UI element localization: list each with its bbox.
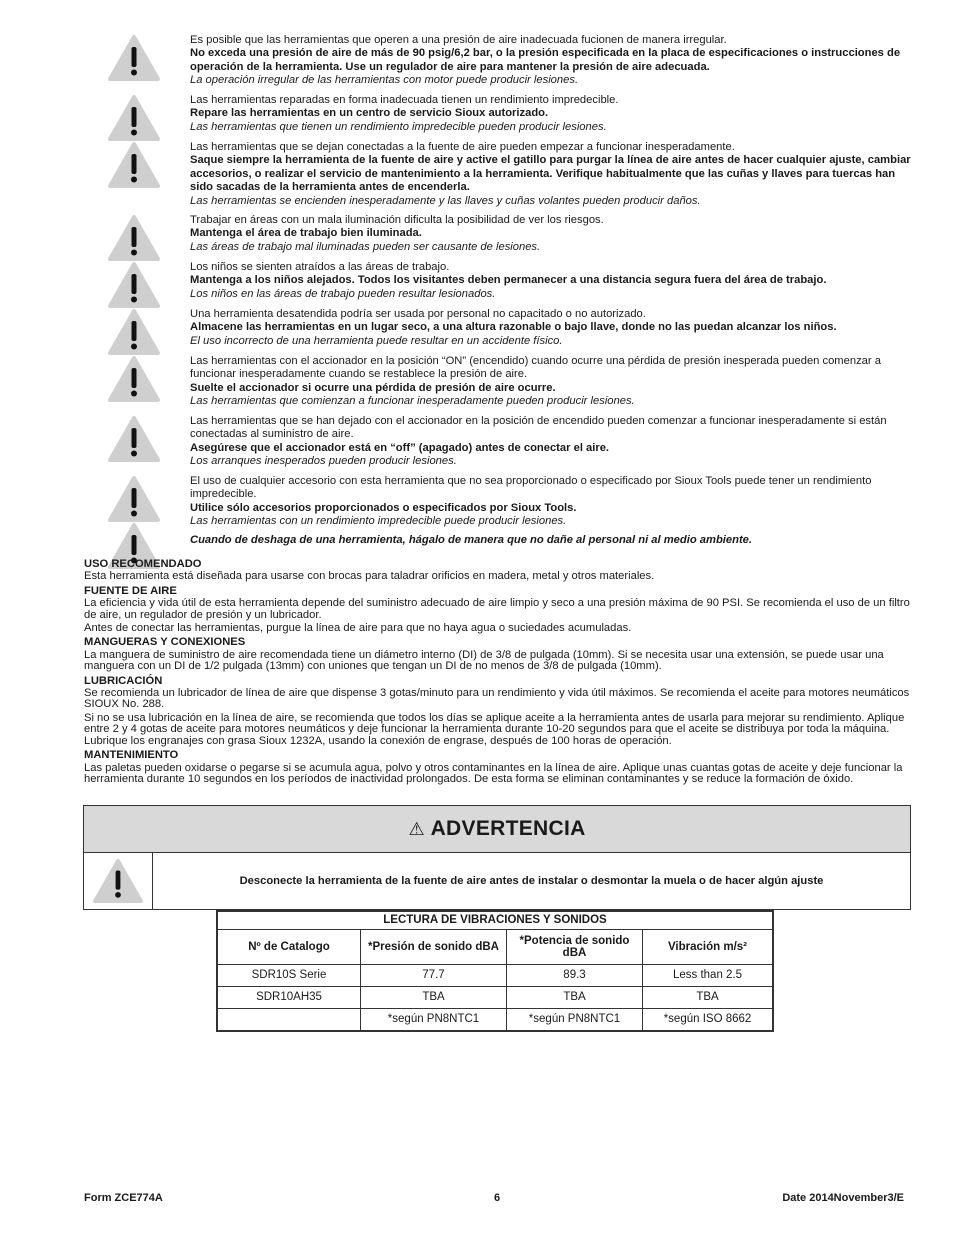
warning-hazard-text: Las herramientas que se han dejado con el accionador en la posición de encendido pueden comenzar a funcionar inesperadamente si están conectadas al suministro de aire. — [190, 415, 887, 441]
form-number: Form ZCE774A — [84, 1192, 163, 1204]
warning-triangle-icon — [106, 475, 162, 523]
warning-consequence-text: El uso incorrecto de una herramienta puede resultar en un accidente físico. — [190, 334, 563, 347]
table-row — [217, 986, 773, 1008]
advertencia-title: ADVERTENCIA — [430, 817, 586, 840]
warning-consequence-text: Las herramientas que tienen un rendimiento impredecible pueden producir lesiones. — [190, 120, 607, 133]
warning-instruction-text: Almacene las herramientas en un lugar seco, a una altura razonable o bajo llave, donde no las puedan alcanzar los niños. — [190, 321, 837, 334]
vibration-sound-table — [216, 910, 774, 1032]
section-paragraph: Si no se usa lubricación en la línea de aire, se recomienda que todos los días se aplique aceite a la herramienta antes de usarla para mejorar su rendimiento. Aplique entre 2 y 4 gotas de aceite para motores neumáticos y deje funcionar la herramienta durante 10-20 segundos para que el aceite se distribuya por toda la máquina. Lubrique los engranajes con grasa Sioux 1232A, usando la conexión de engrase, después de 100 horas de operación. — [84, 711, 905, 747]
warning-item — [106, 261, 916, 308]
warning-instruction-text: Suelte el accionador si ocurre una pérdida de presión de aire ocurre. — [190, 381, 556, 394]
warning-consequence-text: Las herramientas se encienden inesperadamente y las llaves y cuñas volantes pueden producir daños. — [190, 194, 701, 207]
warning-triangle-icon — [106, 34, 162, 82]
table-row — [217, 1008, 773, 1031]
warning-item — [106, 415, 916, 475]
section-heading-fuente: FUENTE DE AIRE — [84, 584, 177, 597]
table-cell: Less than 2.5 — [643, 964, 774, 986]
advertencia-message: Desconecte la herramienta de la fuente de aire antes de instalar o desmontar la muela o de hacer algún ajuste — [239, 875, 824, 887]
section-heading-mantenimiento: MANTENIMIENTO — [84, 749, 179, 762]
warning-triangle-icon — [106, 214, 162, 262]
column-header: *Presión de sonido dBA — [361, 929, 507, 964]
warning-hazard-text: Las herramientas con el accionador en la posición “ON” (encendido) cuando ocurre una pérdida de presión inesperada pueden comenzar a funcionar inesperadamente cuando se restablece la presión de aire. — [190, 355, 881, 381]
table-cell: *según PN8NTC1 — [507, 1008, 643, 1031]
section-heading-uso: USO RECOMENDADO — [84, 558, 202, 570]
table-header-row — [217, 929, 773, 964]
warning-hazard-text: Los niños se sienten atraídos a las áreas de trabajo. — [190, 261, 450, 273]
warning-triangle-icon — [106, 261, 162, 309]
warning-triangle-icon — [106, 415, 162, 463]
section-heading-mangueras: MANGUERAS Y CONEXIONES — [84, 636, 246, 649]
warning-consequence-text: Los arranques inesperados pueden producir lesiones. — [190, 455, 457, 468]
advertencia-header — [84, 806, 910, 853]
warning-item — [106, 475, 916, 528]
warning-consequence-text: La operación irregular de las herramientas con motor puede producir lesiones. — [190, 74, 579, 87]
table-cell: *según ISO 8662 — [643, 1008, 774, 1031]
section-heading-lubricacion: LUBRICACIÓN — [84, 674, 163, 687]
warning-triangle-icon — [106, 94, 162, 142]
table-cell: 77.7 — [361, 964, 507, 986]
table-cell: 89.3 — [507, 964, 643, 986]
section-paragraph: La eficiencia y vida útil de esta herramienta depende del suministro adecuado de aire limpio y seco a una presión máxima de 90 PSI. Se recomienda el uso de un filtro de aire, un regulador de presión y un lubricador. — [84, 597, 910, 621]
warning-item — [106, 94, 916, 141]
warning-hazard-text: Trabajar en áreas con un mala iluminación dificulta la posibilidad de ver los riesgos. — [190, 214, 604, 226]
warning-instruction-text: No exceda una presión de aire de más de 90 psig/6,2 bar, o la presión especificada en la placa de especificaciones o instrucciones de operación de la herramienta. Use un regulador de aire para mantener la presión de aire adecuada. — [190, 47, 901, 73]
section-paragraph: La manguera de suministro de aire recomendada tiene un diámetro interno (DI) de 3/8 de pulgada (10mm). Si se necesita usar una extensión, se puede usar una manguera con un DI de 1/2 pulgada (13mm) con uniones que tengan un DI de no menos de 3/8 de pulgada (10mm). — [84, 648, 884, 673]
warning-triangle-icon — [106, 308, 162, 356]
warning-hazard-text: Las herramientas que se dejan conectadas a la fuente de aire pueden empezar a funcionar inesperadamente. — [190, 141, 735, 153]
instructions-sections — [84, 556, 910, 787]
page-number: 6 — [494, 1192, 501, 1204]
warning-item — [106, 141, 916, 214]
warning-item — [106, 34, 916, 94]
section-paragraph: Esta herramienta está diseñada para usarse con brocas para taladrar orificios en madera, metal y otros materiales. — [84, 570, 655, 583]
warning-instruction-text: Saque siempre la herramienta de la fuente de aire y active el gatillo para purgar la línea de aire antes de hacer cualquier ajuste, cambiar accesorios, o realizar el servicio de mantenimiento a la herramienta. Verifique habitualmente que las cuñas y llaves para tuercas han sido sacadas de la herramienta antes de encenderla. — [190, 154, 911, 194]
table-row — [217, 964, 773, 986]
warning-triangle-icon — [84, 853, 153, 909]
warning-consequence-text: Las áreas de trabajo mal iluminadas pueden ser causante de lesiones. — [190, 240, 541, 253]
advertencia-body — [84, 853, 910, 909]
section-paragraph: Se recomienda un lubricador de línea de aire que dispense 3 gotas/minuto para un rendimiento y vida útil máximos. Se recomienda el aceite para motores neumáticos SIOUX No. 288. — [84, 687, 910, 711]
warning-consequence-text: Las herramientas con un rendimiento impredecible puede producir lesiones. — [190, 515, 567, 528]
table-cell: *según PN8NTC1 — [361, 1008, 507, 1031]
warning-consequence-text: Las herramientas que comienzan a funcionar inesperadamente pueden producir lesiones. — [190, 395, 635, 408]
table-cell: TBA — [643, 986, 774, 1008]
warning-hazard-text: Las herramientas reparadas en forma inadecuada tienen un rendimiento impredecible. — [190, 94, 619, 106]
warning-triangle-icon — [106, 141, 162, 189]
warning-instruction-text: Mantenga a los niños alejados. Todos los visitantes deben permanecer a una distancia segura fuera del área de trabajo. — [190, 274, 827, 287]
warning-hazard-text: Es posible que las herramientas que operen a una presión de aire inadecuada fucionen de manera irregular. — [190, 34, 727, 46]
warning-item — [106, 214, 916, 261]
column-header: Vibración m/s² — [643, 929, 774, 964]
safety-warnings-list — [106, 34, 916, 566]
table-cell: TBA — [361, 986, 507, 1008]
warning-triangle-icon — [106, 355, 162, 403]
warning-instruction-text: Utilice sólo accesorios proporcionados o especificados por Sioux Tools. — [190, 501, 577, 514]
warning-hazard-text: Una herramienta desatendida podría ser usada por personal no capacitado o no autorizado. — [190, 308, 646, 320]
warning-item — [106, 308, 916, 355]
warning-disposal-text: Cuando de deshaga de una herramienta, hágalo de manera que no dañe al personal ni al medio ambiente. — [190, 534, 752, 546]
warning-hazard-text: El uso de cualquier accesorio con esta herramienta que no sea proporcionado o especificado por Sioux Tools puede tener un rendimiento impredecible. — [190, 475, 872, 501]
document-date: Date 2014November3/E — [782, 1192, 904, 1204]
table-cell — [217, 1008, 361, 1031]
warning-symbol-icon: ⚠ — [408, 818, 425, 839]
table-cell: TBA — [507, 986, 643, 1008]
section-paragraph: Antes de conectar las herramientas, purgue la línea de aire para que no haya agua o suciedades acumuladas. — [84, 622, 632, 635]
table-cell: SDR10S Serie — [217, 964, 361, 986]
warning-instruction-text: Asegúrese que el accionador está en “off” (apagado) antes de conectar el aire. — [190, 441, 610, 454]
column-header: *Potencia de sonido dBA — [507, 929, 643, 964]
section-paragraph: Las paletas pueden oxidarse o pegarse si se acumula agua, polvo y otros contaminantes en la línea de aire. Aplique unas cuantas gotas de aceite y deje funcionar la herramienta durante 10 segundos en los períodos de inactividad prolongados. De esta forma se eliminan contaminantes y se reduce la formación de óxido. — [84, 761, 903, 785]
warning-instruction-text: Repare las herramientas en un centro de servicio Sioux autorizado. — [190, 107, 549, 120]
warning-item — [106, 355, 916, 415]
warning-instruction-text: Mantenga el área de trabajo bien iluminada. — [190, 227, 422, 240]
table-cell: SDR10AH35 — [217, 986, 361, 1008]
table-caption: LECTURA DE VIBRACIONES Y SONIDOS — [217, 911, 773, 929]
column-header: Nº de Catalogo — [217, 929, 361, 964]
warning-consequence-text: Los niños en las áreas de trabajo pueden resultar lesionados. — [190, 287, 496, 300]
advertencia-box — [83, 805, 911, 910]
